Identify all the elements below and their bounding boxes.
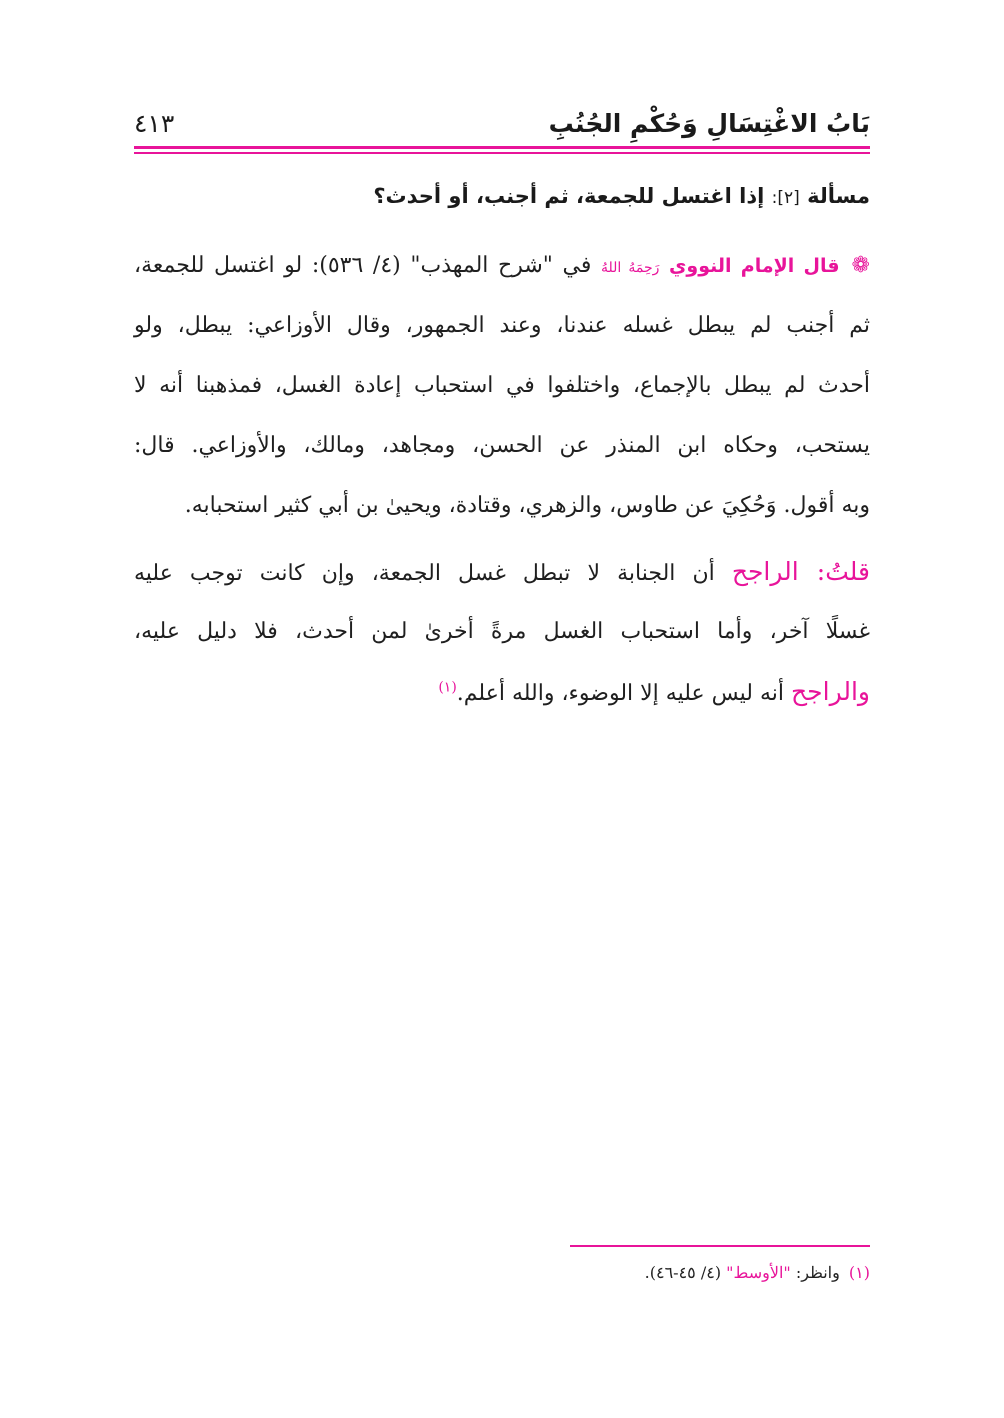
footnote bbox=[134, 1260, 870, 1286]
footnote-reference[interactable]: (١) bbox=[438, 679, 457, 696]
paragraph-line: ثم أجنب لم يبطل غسله عندنا، وعند الجمهور، وقال الأوزاعي: يبطل، ولو bbox=[134, 313, 870, 338]
paragraph-line: أحدث لم يبطل بالإجماع، واختلفوا في استحباب إعادة الغسل، فمذهبنا أنه لا bbox=[134, 373, 870, 398]
paragraph-line bbox=[134, 542, 870, 602]
paragraph-author-opinion bbox=[134, 542, 870, 722]
issue-question: إذا اغتسل للجمعة، ثم أجنب، أو أحدث؟ bbox=[373, 184, 772, 208]
qultu-word: قلتُ: bbox=[798, 557, 870, 586]
footnote-text: وانظر: bbox=[790, 1263, 845, 1282]
rajih-term: والراجح bbox=[791, 677, 870, 706]
speaker-name: قال الإمام النووي bbox=[669, 255, 840, 277]
paragraph-line bbox=[134, 236, 870, 296]
paragraph-text: أنه ليس عليه إلا الوضوء، والله أعلم. bbox=[456, 681, 792, 706]
paragraph-text: في "شرح المهذب" (٤/ ٥٣٦): لو اغتسل للجمعة، bbox=[134, 253, 592, 278]
running-header bbox=[134, 104, 870, 150]
footnote-text: (٤/ ٤٥-٤٦). bbox=[644, 1263, 727, 1282]
flower-ornament-icon: ❁ bbox=[851, 253, 870, 278]
header-rule-bottom bbox=[134, 152, 870, 154]
rajih-term: الراجح bbox=[731, 557, 799, 586]
footnote-source: "الأوسط" bbox=[726, 1263, 791, 1282]
paragraph-nawawi-quote bbox=[134, 236, 870, 536]
paragraph-text: أن الجنابة لا تبطل غسل الجمعة، وإن كانت توجب عليه bbox=[134, 561, 732, 586]
page-number: ٤١٣ bbox=[134, 109, 175, 138]
honorific: رَحِمَهُ اللهُ bbox=[601, 260, 660, 276]
footnote-number: (١) bbox=[848, 1263, 870, 1282]
footnote-divider bbox=[570, 1245, 870, 1247]
paragraph-line bbox=[134, 662, 870, 722]
issue-label: مسألة bbox=[799, 184, 870, 208]
paragraph-line: يستحب، وحكاه ابن المنذر عن الحسن، ومجاهد، ومالك، والأوزاعي. قال: bbox=[134, 433, 870, 458]
header-rule-top bbox=[134, 146, 870, 149]
issue-heading bbox=[134, 180, 870, 214]
issue-number: [٢]: bbox=[771, 188, 800, 208]
paragraph-line: وبه أقول. وَحُكِيَ عن طاوس، والزهري، وقتادة، ويحيىٰ بن أبي كثير استحبابه. bbox=[184, 493, 870, 518]
paragraph-line: غسلًا آخر، وأما استحباب الغسل مرةً أخرىٰ لمن أحدث، فلا دليل عليه، bbox=[134, 619, 870, 644]
chapter-title: بَابُ الاغْتِسَالِ وَحُكْمِ الجُنُبِ bbox=[548, 109, 870, 138]
